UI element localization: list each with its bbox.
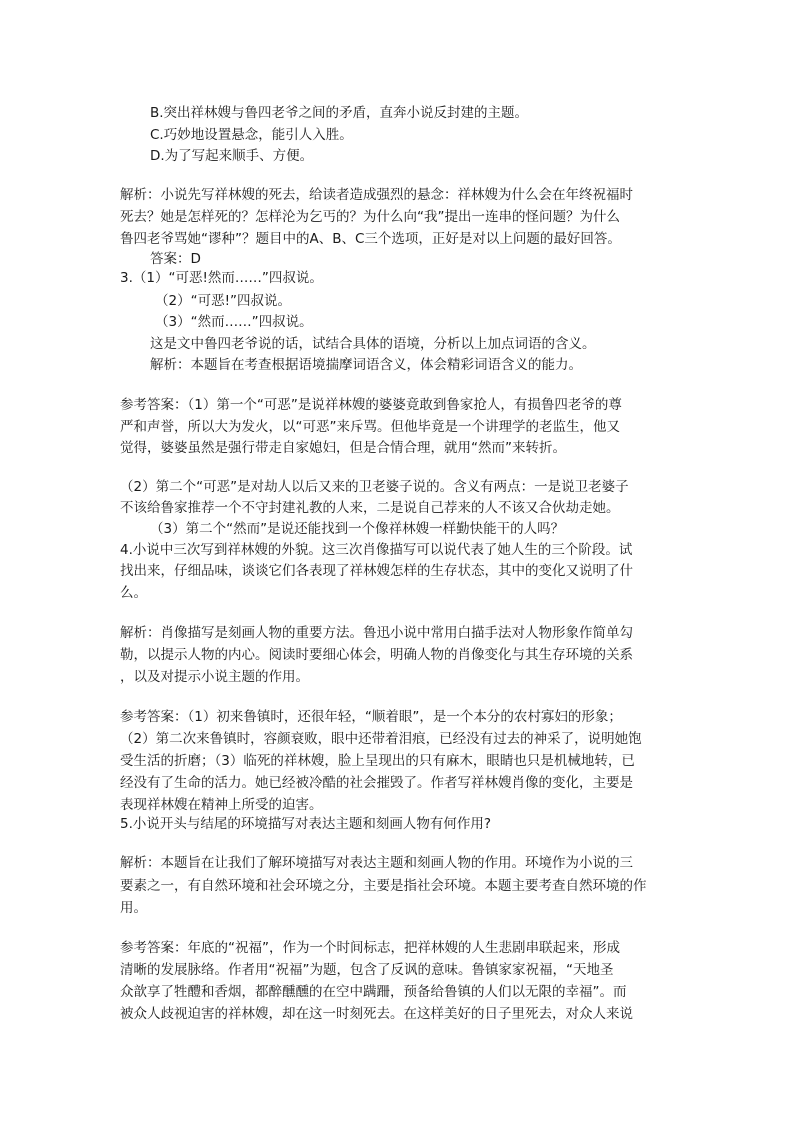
analysis-2-line-2: 死去？她是怎样死的？怎样沦为乞丐的？为什么向“我”提出一连串的怪问题？为什么 [120, 209, 620, 225]
answer-2: 答案：D [150, 251, 201, 267]
question-3-prompt: 这是文中鲁四老爷说的话，试结合具体的语境，分析以上加点词语的含义。 [150, 336, 596, 352]
analysis-4-line-1: 解析：肖像描写是刻画人物的重要方法。鲁迅小说中常用白描手法对人物形象作简单勾 [120, 625, 633, 641]
answer-4-line-3: 受生活的折磨；（3）临死的祥林嫂，脸上呈现出的只有麻木，眼睛也只是机械地转，已 [120, 753, 635, 769]
answer-5-line-1: 参考答案：年底的“祝福”，作为一个时间标志，把祥林嫂的人生悲剧串联起来，形成 [120, 940, 620, 956]
answer-5-line-4: 被众人歧视迫害的祥林嫂，却在这一时刻死去。在这样美好的日子里死去，对众人来说 [120, 1006, 633, 1022]
answer-3-part2-line-2: 不该给鲁家推荐一个不守封建礼教的人来，二是说自己荐来的人不该又合伙劫走她。 [120, 500, 620, 516]
answer-4-line-1: 参考答案：（1）初来鲁镇时，还很年轻，“顺着眼”，是一个本分的农村寡妇的形象； [120, 709, 622, 725]
answer-4-line-5: 表现祥林嫂在精神上所受的迫害。 [120, 797, 323, 813]
analysis-3: 解析：本题旨在考查根据语境揣摩词语含义，体会精彩词语含义的能力。 [150, 357, 582, 373]
analysis-5-line-3: 用。 [120, 900, 147, 916]
analysis-2-line-3: 鲁四老爷骂她“谬种”？题目中的A、B、C三个选项，正好是对以上问题的最好回答。 [120, 231, 621, 247]
answer-5-line-2: 清晰的发展脉络。作者用“祝福”为题，包含了反讽的意味。鲁镇家家祝福，“天地圣 [120, 962, 614, 978]
analysis-4-line-3: ，以及对提示小说主题的作用。 [120, 669, 309, 685]
question-4-line-2: 找出来，仔细品味，谈谈它们各表现了祥林嫂怎样的生存状态，其中的变化又说明了什 [120, 563, 633, 579]
answer-3-part2-line-1: （2）第二个“可恶”是对劫人以后又来的卫老婆子说的。含义有两点：一是说卫老婆子 [120, 479, 629, 495]
question-3-heading: 3.（1）“可恶!然而……”四叔说。 [120, 270, 323, 286]
question-4-line-1: 4.小说中三次写到祥林嫂的外貌。这三次肖像描写可以说代表了她人生的三个阶段。试 [120, 542, 633, 558]
question-3-item-2: （2）“可恶!”四叔说。 [155, 293, 291, 309]
option-b: B.突出祥林嫂与鲁四老爷之间的矛盾，直奔小说反封建的主题。 [150, 105, 529, 121]
question-3-item-3: （3）“然而……”四叔说。 [155, 314, 313, 330]
answer-3-part3: （3）第二个“然而”是说还能找到一个像祥林嫂一样勤快能干的人吗？ [150, 521, 565, 537]
analysis-5-line-2: 要素之一，有自然环境和社会环境之分，主要是指社会环境。本题主要考查自然环境的作 [120, 878, 647, 894]
answer-3-line-1: 参考答案：（1）第一个“可恶”是说祥林嫂的婆婆竟敢到鲁家抢人，有损鲁四老爷的尊 [120, 397, 622, 413]
analysis-5-line-1: 解析：本题旨在让我们了解环境描写对表达主题和刻画人物的作用。环境作为小说的三 [120, 855, 633, 871]
answer-5-line-3: 众歆享了牲醴和香烟，都醉醺醺的在空中蹒跚，预备给鲁镇的人们以无限的幸福”。而 [120, 984, 627, 1000]
answer-4-line-2: （2）第二次来鲁镇时，容颜衰败，眼中还带着泪痕，已经没有过去的神采了，说明她饱 [120, 731, 642, 747]
option-c: C.巧妙地设置悬念，能引人入胜。 [150, 127, 353, 143]
answer-3-line-2: 严和声誉，所以大为发火，以“可恶”来斥骂。但他毕竟是一个讲理学的老监生，他又 [120, 419, 620, 435]
analysis-2-line-1: 解析：小说先写祥林嫂的死去，给读者造成强烈的悬念：祥林嫂为什么会在年终祝福时 [120, 187, 633, 203]
question-4-line-3: 么。 [120, 585, 147, 601]
question-5: 5.小说开头与结尾的环境描写对表达主题和刻画人物有何作用? [120, 816, 492, 832]
option-d: D.为了写起来顺手、方便。 [150, 148, 314, 164]
analysis-4-line-2: 勒，以提示人物的内心。阅读时要细心体会，明确人物的肖像变化与其生存环境的关系 [120, 647, 633, 663]
answer-4-line-4: 经没有了生命的活力。她已经被冷酷的社会摧毁了。作者写祥林嫂肖像的变化，主要是 [120, 775, 633, 791]
answer-3-line-3: 觉得，婆婆虽然是强行带走自家媳妇，但是合情合理，就用“然而”来转折。 [120, 440, 566, 456]
